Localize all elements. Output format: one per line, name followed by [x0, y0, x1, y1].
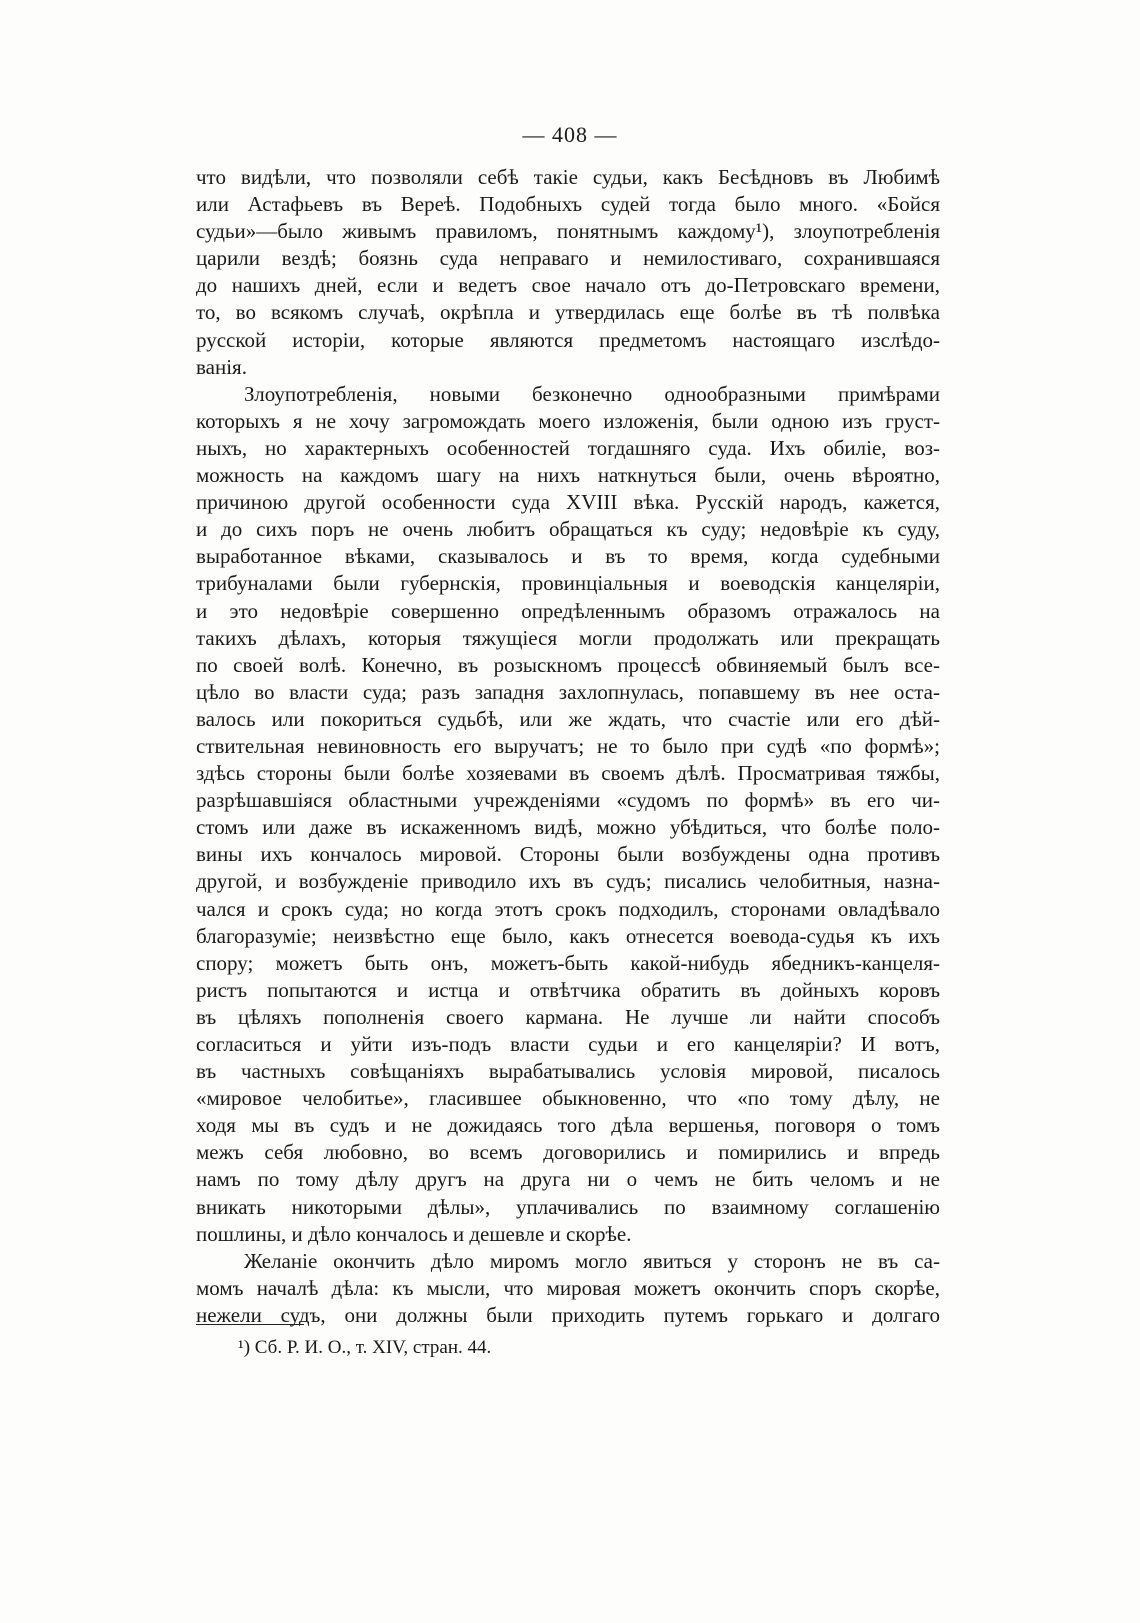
text-line: намъ по тому дѣлу другъ на друга ни о чемъ не бить челомъ и не [196, 1167, 940, 1192]
text-line: которыхъ я не хочу загромождать моего изложенія, были одною изъ груст- [196, 408, 940, 433]
footnote [238, 1336, 491, 1360]
text-line: цѣло во власти суда; разъ западня захлопнулась, попавшему въ нее оста- [196, 679, 940, 704]
text-line: «мировое челобитье», гласившее обыкновенно, что «по тому дѣлу, не [196, 1086, 940, 1111]
text-line: ныхъ, но характерныхъ особенностей тогдашняго суда. Ихъ обиліе, воз- [196, 435, 940, 460]
text-line: другой, и возбужденіе приводило ихъ въ судъ; писались челобитныя, назна- [196, 869, 940, 894]
text-line: разрѣшавшіяся областными учрежденіями «судомъ по формѣ» въ его чи- [196, 788, 940, 813]
text-line: русской исторіи, которые являются предметомъ настоящаго изслѣдо- [196, 327, 940, 352]
text-line: въ цѣляхъ пополненія своего кармана. Не лучше ли найти способъ [196, 1004, 940, 1029]
text-line: вины ихъ кончалось мировой. Стороны были возбуждены одна противъ [196, 842, 940, 867]
text-line: ванія. [196, 354, 247, 379]
paragraph-start-line: Злоупотребленія, новыми безконечно однообразными примѣрами [244, 381, 940, 406]
text-line: трибуналами были губернскія, провинціальныя и воеводскія канцеляріи, [196, 571, 940, 596]
text-line: ствительная невиновность его выручатъ; не то было при судѣ «по формѣ»; [196, 733, 940, 758]
page-number: — 408 — [522, 122, 618, 147]
text-line: благоразуміе; неизвѣстно еще было, какъ отнесется воевода-судья къ ихъ [196, 923, 940, 948]
text-line: причиною другой особенности суда XVIII вѣка. Русскій народъ, кажется, [196, 490, 940, 515]
text-line: межъ себя любовно, во всемъ договорились и помирились и впредь [196, 1140, 940, 1165]
text-line: стомъ или даже въ искаженномъ видѣ, можно убѣдиться, что болѣе поло- [196, 815, 940, 840]
text-line: можность на каждомъ шагу на нихъ наткнуться были, очень вѣроятно, [196, 463, 940, 488]
text-line: момъ началѣ дѣла: къ мысли, что мировая можетъ окончить споръ скорѣе, [196, 1275, 940, 1300]
body-text [196, 164, 940, 1329]
text-line: вникать никоторыми дѣлы», уплачивались по взаимному соглашенію [196, 1194, 940, 1219]
text-line: спору; можетъ быть онъ, можетъ-быть какой-нибудь ябедникъ-канцеля- [196, 950, 940, 975]
text-line: до нашихъ дней, если и ведетъ свое начало отъ до-Петровскаго времени, [196, 273, 940, 298]
text-line: и до сихъ поръ не очень любитъ обращаться къ суду; недовѣріе къ суду, [196, 517, 940, 542]
text-line: здѣсь стороны были болѣе хозяевами въ своемъ дѣлѣ. Просматривая тяжбы, [196, 761, 940, 786]
text-line: судьи»—было живымъ правиломъ, понятнымъ каждому¹), злоупотребленія [196, 219, 940, 244]
text-line: въ частныхъ совѣщаніяхъ вырабатывались условія мировой, писалось [196, 1059, 940, 1084]
text-line: нежели судъ, они должны были приходить путемъ горькаго и долгаго [196, 1302, 940, 1327]
text-line: или Астафьевъ въ Вереѣ. Подобныхъ судей тогда было много. «Бойся [196, 192, 940, 217]
text-line: валось или покориться судьбѣ, или же ждать, что счастіе или его дѣй- [196, 706, 940, 731]
text-line: ристъ попытаются и истца и отвѣтчика обратить въ дойныхъ коровъ [196, 977, 940, 1002]
text-line: и это недовѣріе совершенно опредѣленнымъ образомъ отражалось на [196, 598, 940, 623]
footnote-text: Сб. Р. И. О., т. XIV, стран. 44. [254, 1337, 492, 1358]
text-line: чался и срокъ суда; но когда этотъ срокъ подходилъ, сторонами овладѣвало [196, 896, 940, 921]
paragraph-start-line: Желаніе окончить дѣло миромъ могло явиться у сторонъ не въ са- [244, 1248, 940, 1273]
text-line: царили вездѣ; боязнь суда неправаго и немилостиваго, сохранившаяся [196, 246, 940, 271]
text-line: ходя мы въ судъ и не дожидаясь того дѣла вершенья, поговоря о томъ [196, 1113, 940, 1138]
text-line: такихъ дѣлахъ, которыя тяжущіеся могли продолжать или прекращать [196, 625, 940, 650]
footnote-divider [196, 1324, 304, 1325]
text-line: что видѣли, что позволяли себѣ такіе судьи, какъ Бесѣдновъ въ Любимѣ [196, 165, 940, 189]
text-line: выработанное вѣками, сказывалось и въ то время, когда судебными [196, 544, 940, 569]
text-line: то, во всякомъ случаѣ, окрѣпла и утвердилась еще болѣе въ тѣ полвѣка [196, 300, 940, 325]
footnote-marker: ¹) [238, 1337, 251, 1358]
text-line: согласиться и уйти изъ-подъ власти судьи и его канцеляріи? И вотъ, [196, 1032, 940, 1056]
text-line: пошлины, и дѣло кончалось и дешевле и скорѣе. [196, 1221, 632, 1246]
text-line: по своей волѣ. Конечно, въ розыскномъ процессѣ обвиняемый былъ все- [196, 652, 940, 677]
